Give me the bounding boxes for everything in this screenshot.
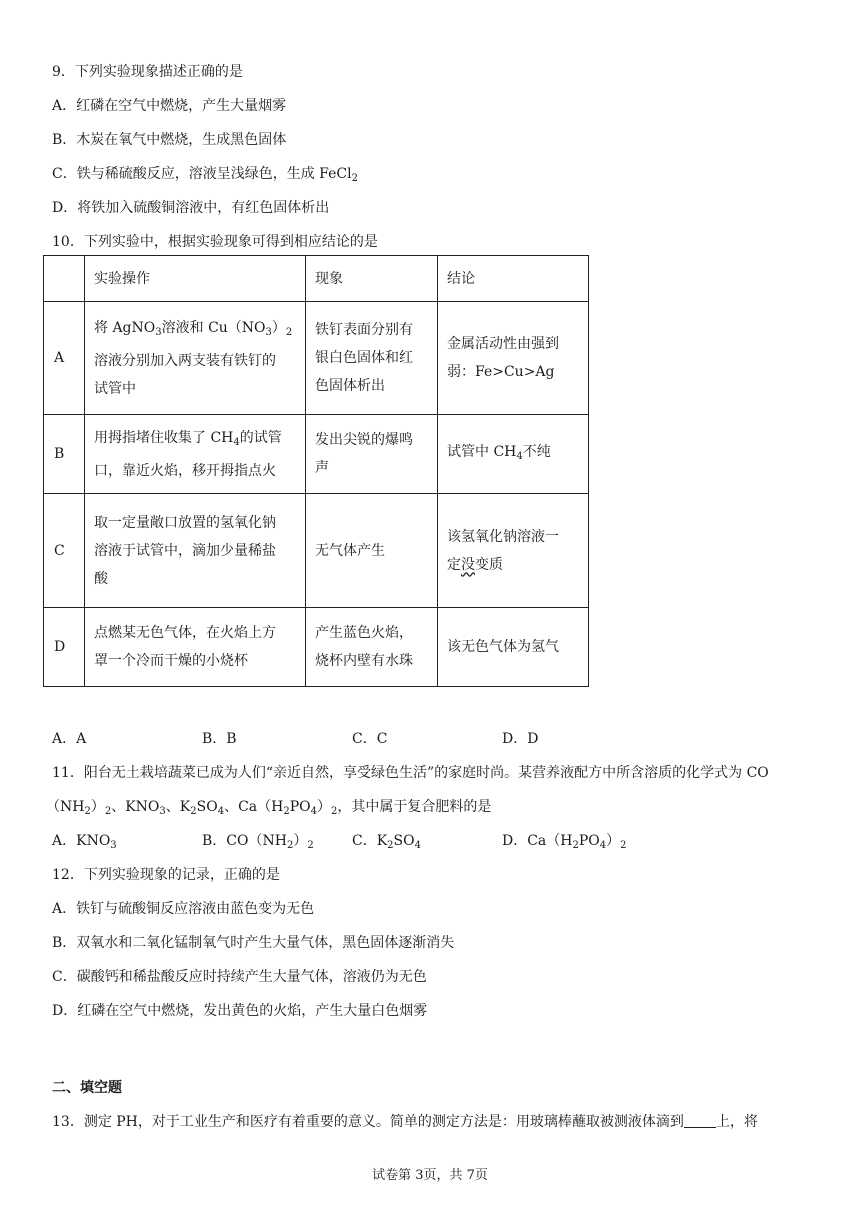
operation-cell: 点燃某无色气体，在火焰上方 罩一个冷而干燥的小烧杯 bbox=[85, 608, 306, 687]
q10-answer-d: D．D bbox=[502, 731, 539, 747]
phenomenon-cell: 产生蓝色火焰， 烧杯内壁有水珠 bbox=[306, 608, 438, 687]
q10-stem: 10．下列实验中，根据实验现象可得到相应结论的是 bbox=[52, 234, 378, 250]
table-row bbox=[44, 302, 589, 415]
header-operation: 实验操作 bbox=[85, 256, 306, 302]
q10-answers bbox=[52, 729, 538, 749]
table-cell bbox=[44, 256, 85, 302]
answer-blank bbox=[684, 1113, 716, 1128]
conclusion-cell: 该无色气体为氢气 bbox=[438, 608, 589, 687]
q9-option-c bbox=[52, 164, 358, 189]
conclusion-cell: 该氢氧化钠溶液一 定没变质 bbox=[438, 494, 589, 608]
q10-answer-c: C．C bbox=[352, 731, 388, 747]
q10-answer-a: A．A bbox=[52, 731, 87, 747]
row-label: B bbox=[44, 415, 85, 494]
header-phenomenon: 现象 bbox=[306, 256, 438, 302]
header-conclusion: 结论 bbox=[438, 256, 589, 302]
row-label: A bbox=[44, 302, 85, 415]
q12-option-c: C．碳酸钙和稀盐酸反应时持续产生大量气体，溶液仍为无色 bbox=[52, 969, 427, 985]
q9-option-a: A．红磷在空气中燃烧，产生大量烟雾 bbox=[52, 98, 287, 114]
conclusion-cell: 金属活动性由强到 弱：Fe>Cu>Ag bbox=[438, 302, 589, 415]
row-label: C bbox=[44, 494, 85, 608]
section-heading: 二、填空题 bbox=[52, 1080, 122, 1096]
q11-option-a: A．KNO3 bbox=[52, 833, 117, 851]
q9-option-d: D．将铁加入硫酸铜溶液中，有红色固体析出 bbox=[52, 200, 330, 216]
q12-option-d: D．红磷在空气中燃烧，发出黄色的火焰，产生大量白色烟雾 bbox=[52, 1003, 428, 1019]
q11-stem-line2: $(NH_2)_2$、$KNO_3$、$K_2SO_4$、$Ca(H_2PO_4)_2$，其中属于复合肥料的是 bbox=[46, 799, 492, 817]
q12-stem: 12．下列实验现象的记录，正确的是 bbox=[52, 867, 280, 883]
page-footer: 试卷第 3页，共 7页 bbox=[372, 1168, 488, 1183]
q9-option-b: B．木炭在氧气中燃烧，生成黑色固体 bbox=[52, 132, 287, 148]
operation-cell: 将 AgNO$_3$溶液和 $Cu(NO_3)_2$ 溶液分别加入两支装有铁钉的 试管中 bbox=[85, 302, 306, 415]
table-row bbox=[44, 415, 589, 494]
q13-stem: 13．测定 PH，对于工业生产和医疗有着重要的意义。简单的测定方法是：用玻璃棒蘸取被测液体滴到 上，将 bbox=[52, 1114, 758, 1130]
conclusion-cell: 试管中 $CH_4$不纯 bbox=[438, 415, 589, 494]
operation-cell: 取一定量敞口放置的氢氧化钠 溶液于试管中，滴加少量稀盐 酸 bbox=[85, 494, 306, 608]
q12-option-b: B．双氧水和二氧化锰制氧气时产生大量气体，黑色固体逐渐消失 bbox=[52, 935, 455, 951]
q11-option-d: D．Ca（H2PO4）2 bbox=[502, 833, 627, 851]
q10-answer-b: B．B bbox=[202, 731, 237, 747]
q9-stem: 9．下列实验现象描述正确的是 bbox=[52, 64, 243, 80]
phenomenon-cell: 发出尖锐的爆鸣 声 bbox=[306, 415, 438, 494]
row-label: D bbox=[44, 608, 85, 687]
phenomenon-cell: 铁钉表面分别有 银白色固体和红 色固体析出 bbox=[306, 302, 438, 415]
q11-option-c: C．K2SO4 bbox=[352, 833, 421, 851]
table-header-row bbox=[44, 256, 589, 302]
q9-option-c-text: C．铁与稀硫酸反应，溶液呈浅绿色，生成 FeCl bbox=[52, 166, 352, 182]
phenomenon-cell: 无气体产生 bbox=[306, 494, 438, 608]
q11-option-b: B．CO（NH2）2 bbox=[202, 833, 314, 851]
table-row bbox=[44, 608, 589, 687]
q11-options bbox=[52, 831, 627, 856]
operation-cell: 用拇指堵住收集了 $CH_4$的试管 口，靠近火焰，移开拇指点火 bbox=[85, 415, 306, 494]
experiment-table bbox=[43, 255, 589, 687]
q11-stem-line1: 11．阳台无土栽培蔬菜已成为人们“亲近自然，享受绿色生活”的家庭时尚。某营养液配方中所含溶质的化学式为 CO bbox=[52, 765, 769, 781]
q12-option-a: A．铁钉与硫酸铜反应溶液由蓝色变为无色 bbox=[52, 901, 315, 917]
subscript: 2 bbox=[351, 173, 358, 184]
table-row bbox=[44, 494, 589, 608]
